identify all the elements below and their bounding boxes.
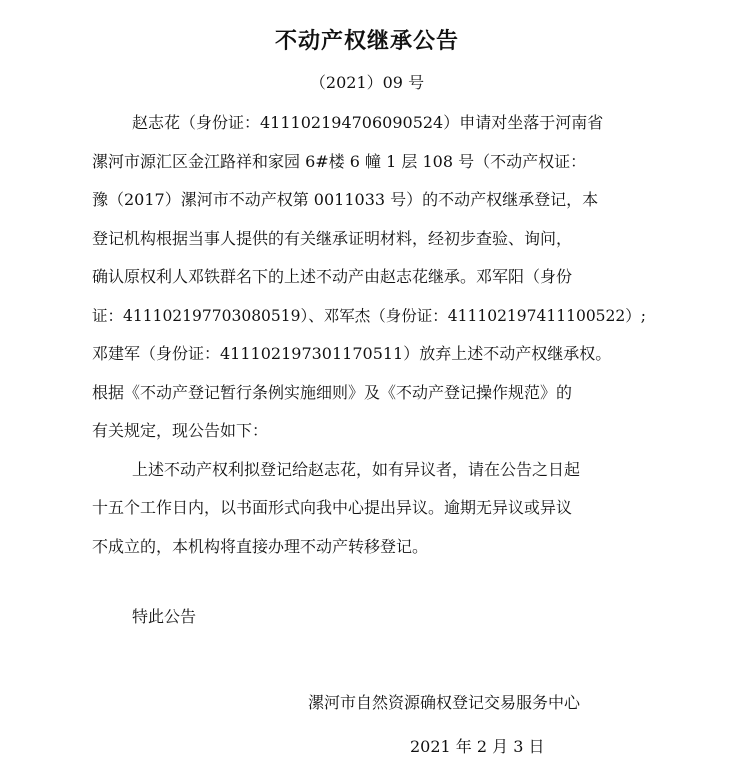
- closing-statement: 特此公告: [132, 607, 197, 626]
- body-line: 十五个工作日内，以书面形式向我中心提出异议。逾期无异议或异议: [92, 498, 573, 517]
- body-line: 有关规定，现公告如下：: [92, 421, 269, 440]
- body-line: 漯河市源汇区金江路祥和家园 6#楼 6 幢 1 层 108 号（不动产权证：: [92, 151, 587, 171]
- body-line: 登记机构根据当事人提供的有关继承证明材料，经初步查验、询问，: [92, 228, 573, 248]
- announcement-body: [92, 104, 652, 566]
- body-line: 不成立的，本机构将直接办理不动产转移登记。: [92, 536, 429, 556]
- body-line: 根据《不动产登记暂行条例实施细则》及《不动产登记操作规范》的: [92, 382, 573, 402]
- body-line: 豫（2017）漯河市不动产权第 0011033 号）的不动产权继承登记，本: [92, 190, 599, 209]
- document-title: 不动产权继承公告: [274, 29, 459, 54]
- body-line: 赵志花（身份证：411102194706090524）申请对坐落于河南省: [132, 113, 604, 132]
- document-number: （2021）09 号: [309, 73, 425, 92]
- issuer-name: 漯河市自然资源确权登记交易服务中心: [308, 693, 581, 712]
- body-line: 证：411102197703080519）、邓军杰（身份证：411102197411100522）;: [92, 306, 646, 325]
- issue-date: 2021 年 2 月 3 日: [410, 737, 545, 756]
- body-line: 确认原权利人邓铁群名下的上述不动产由赵志花继承。邓军阳（身份: [92, 267, 573, 286]
- body-line: 邓建军（身份证：411102197301170511）放弃上述不动产权继承权。: [92, 344, 612, 363]
- body-line: 上述不动产权利拟登记给赵志花，如有异议者，请在公告之日起: [132, 459, 581, 479]
